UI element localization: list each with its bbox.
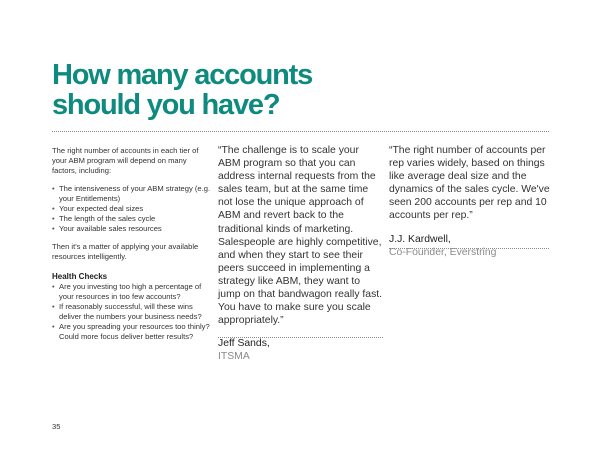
quote-block-sands [218,144,383,364]
quote-organization: ITSMA [218,351,250,363]
factor-item: • Your expected deal sizes [52,204,212,214]
quote-block-kardwell [389,144,559,259]
quote-divider [389,248,549,249]
quote-organization: Co-Founder, Everstring [389,246,497,258]
page-title-line-2: should you have? [52,89,280,121]
quote-author: Jeff Sands, [218,338,270,350]
quote-text: “The challenge is to scale your ABM program so that you can address internal requests from the sales team, but at the same time not lose the unique approach of ABM and revert back to the traditional kinds of marketing. Salespeople are highly competitive, and when they start to see their peers succeed in implementing a strategy like ABM, they want to jump on that bandwagon really fast. You have to make sure you scale appropriately.” [218,145,383,327]
quote-text: “The right number of accounts per rep varies widely, based on things like average deal size and the dynamics of the sales cycle. We've seen 200 accounts per rep and 10 accounts per rep.” [389,145,550,222]
quote-author: J.J. Kardwell, [389,233,451,245]
page-number: 35 [52,422,61,431]
factor-item: • The intensiveness of your ABM strategy (e.g. your Entitlements) [52,184,212,204]
page-title [52,60,312,120]
health-check-item: • Are you investing too high a percentage of your resources in too few accounts? [52,282,212,302]
factor-list [52,184,212,234]
factor-item: • Your available sales resources [52,224,212,234]
left-column [52,146,212,342]
health-check-item: • If reasonably successful, will these wins deliver the numbers your business needs? [52,302,212,322]
page-title-line-1: How many accounts [52,59,312,91]
health-checks-heading: Health Checks [52,272,108,281]
factor-item: • The length of the sales cycle [52,214,212,224]
health-check-list [52,282,212,342]
intro-text: The right number of accounts in each tier of your ABM program will depend on many factors, including: [52,146,199,175]
health-check-item: • Are you spreading your resources too thinly? Could more focus deliver better results? [52,322,212,342]
quote-divider [218,337,383,338]
then-text: Then it's a matter of applying your available resources intelligently. [52,242,199,261]
title-divider [52,131,549,132]
